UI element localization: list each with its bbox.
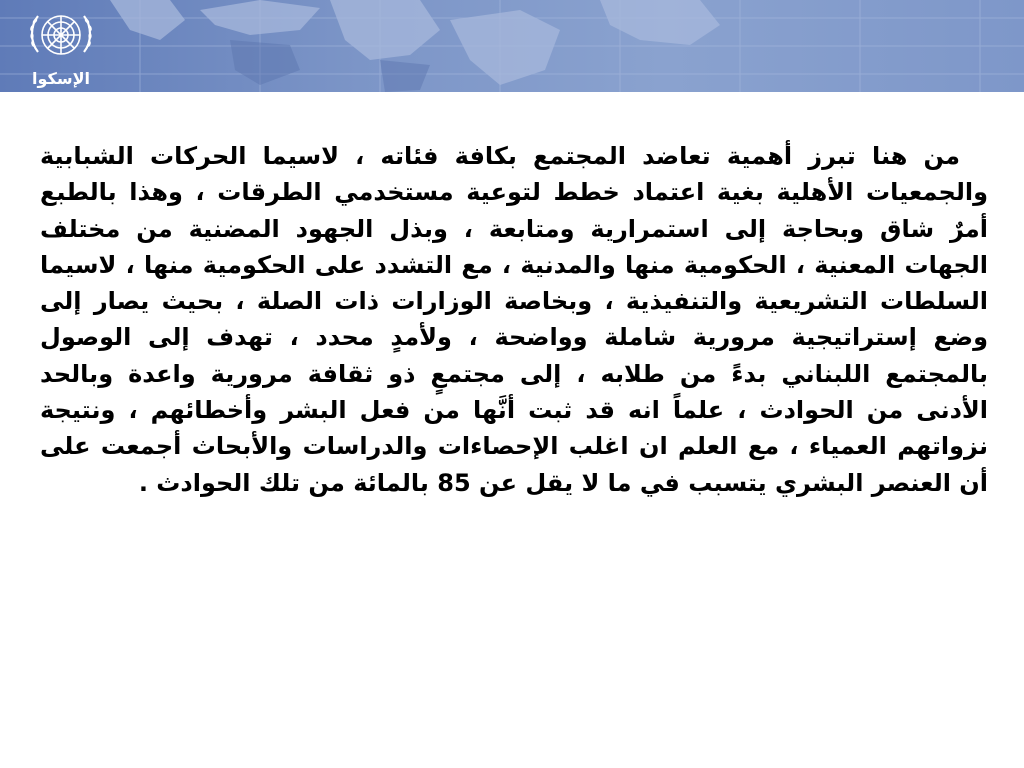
escwa-wordmark: الإسكوا	[32, 69, 90, 88]
body-paragraph	[40, 138, 988, 501]
header-banner	[0, 0, 1024, 92]
un-emblem-icon	[18, 4, 104, 70]
un-emblem	[18, 4, 104, 90]
world-map-background	[0, 0, 1024, 92]
paragraph-text: من هنا تبرز أهمية تعاضد المجتمع بكافة فئاته ، لاسيما الحركات الشبابية والجمعيات الأهلية بغية اعتماد خطط لتوعية مستخدمي الطرقات ، وهذا بالطبع أمرٌ شاق وبحاجة إلى استمرارية ومتابعة ، وبذل الجهود المضنية من مختلف الجهات المعنية ، الحكومية منها والمدنية ، مع التشدد على الحكومية منها ، لاسيما السلطات التشريعية والتنفيذية ، وبخاصة الوزارات ذات الصلة ، بحيث يصار إلى وضع إستراتيجية مرورية شاملة وواضحة ، ولأمدٍ محدد ، تهدف إلى الوصول بالمجتمع اللبناني بدءً من طلابه ، إلى مجتمعٍ ذو ثقافة مرورية واعدة وبالحد الأدنى من الحوادث ، علماً انه قد ثبت أنَّها من فعل البشر وأخطائهم ، ونتيجة نزواتهم العمياء ، مع العلم ان اغلب الإحصاءات والدراسات والأبحاث أجمعت على أن العنصر البشري يتسبب في ما لا يقل عن 85 بالمائة من تلك الحوادث .	[40, 142, 988, 497]
